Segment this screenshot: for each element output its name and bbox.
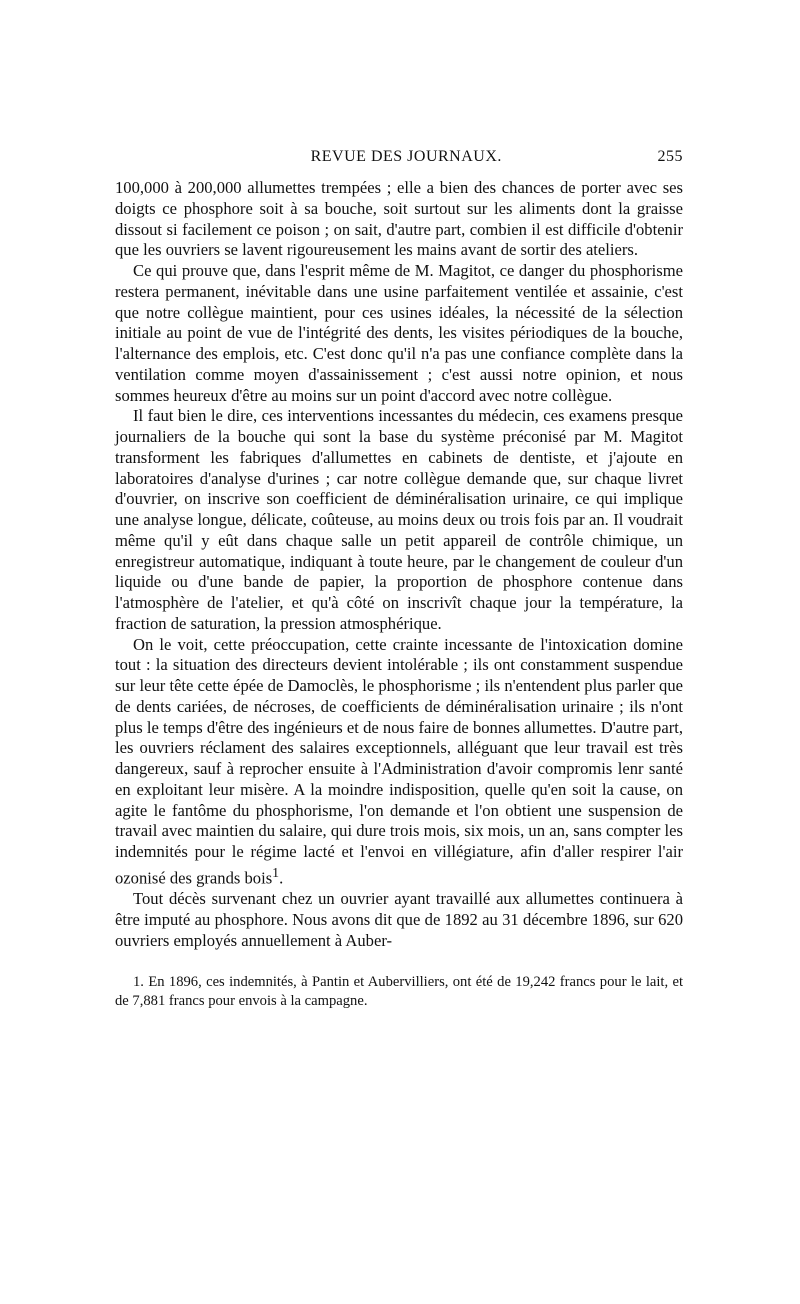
paragraph-2: Ce qui prouve que, dans l'esprit même de M. Magitot, ce danger du phosphorisme restera permanent, inévitable dans une usine parfaitement ventilée et assainie, c'est que notre collègue maintient, pour ces usines idéales, la nécessité de la sélection initiale au point de vue de l'intégrité des dents, les visites périodiques de la bouche, l'alternance des emplois, etc. C'est donc qu'il n'a pas une confiance complète dans la ventilation comme moyen d'assainissement ; c'est aussi notre opinion, et nous sommes heureux d'être au moins sur un point d'accord avec notre collègue. (115, 261, 683, 405)
running-head (115, 148, 683, 178)
page-number: 255 (657, 148, 683, 165)
paragraph-5: Tout décès survenant chez un ouvrier ayant travaillé aux allumettes continuera à être imputé au phosphore. Nous avons dit que de 1892 au 31 décembre 1896, sur 620 ouvriers employés annuellement à Auber- (115, 889, 683, 950)
footnote-number: 1. (133, 974, 144, 991)
footnote (115, 973, 683, 1011)
running-title: REVUE DES JOURNAUX. (310, 148, 502, 165)
paragraph-3: Il faut bien le dire, ces interventions incessantes du médecin, ces examens presque journaliers de la bouche qui sont la base du système préconisé par M. Magitot transforment les fabriques d'allumettes en cabinets de dentiste, et j'ajoute en laboratoires d'analyse d'urines ; car notre collègue demande que, sur chaque livret d'ouvrier, on inscrive son coefficient de déminéralisation urinaire, ce qui implique une analyse longue, délicate, coûteuse, au moins deux ou trois fois par an. Il voudrait même qu'il y eût dans chaque salle un petit appareil de contrôle chimique, un enregistreur automatique, indiquant à toute heure, par le changement de couleur d'un liquide ou d'une bande de papier, la proportion de phosphore contenue dans l'atmosphère de l'atelier, et qu'à côté on inscrivît chaque jour la température, la fraction de saturation, la pression atmosphérique. (115, 406, 683, 633)
footnote-reference: 1 (272, 864, 280, 880)
body-text (115, 178, 683, 951)
paragraph-4: On le voit, cette préoccupation, cette crainte incessante de l'intoxication domine tout : la situation des directeurs devient intolérable ; ils ont constamment suspendue sur leur tête cette épée de Damoclès, le phosphorisme ; ils n'entendent plus parler que de dents cariées, de nécroses, de coefficients de déminéralisation urinaire ; ils n'ont plus le temps d'être des ingénieurs et de nous faire de bonnes allumettes. D'autre part, les ouvriers réclament des salaires exceptionnels, alléguant que leur travail est très dangereux, sauf à reprocher ensuite à l'Administration d'avoir compromis lenr santé en exploitant leur misère. A la moindre indisposition, quelle qu'en soit la cause, on agite le fantôme du phosphorisme, l'on demande et l'on obtient une suspension de travail avec maintien du salaire, qui dure trois mois, six mois, un an, sans compter les indemnités pour le régime lacté et l'envoi en villégiature, afin d'aller respirer l'air ozonisé des grands bois$^1$. (115, 634, 683, 888)
paragraph-4-text: On le voit, cette préoccupation, cette crainte incessante de l'intoxication domine tout : la situation des directeurs devient intolérable ; ils ont constamment suspendue sur leur tête cette épée de Damoclès, le phosphorisme ; ils n'entendent plus parler que de dents cariées, de nécroses, de coefficients de déminéralisation urinaire ; ils n'ont plus le temps d'être des ingénieurs et de nous faire de bonnes allumettes. D'autre part, les ouvriers réclament des salaires exceptionnels, alléguant que leur travail est très dangereux, sauf à reprocher ensuite à l'Administration d'avoir compromis lenr santé en exploitant leur misère. A la moindre indisposition, quelle qu'en soit la cause, on agite le fantôme du phosphorisme, l'on demande et l'on obtient une suspension de travail avec maintien du salaire, qui dure trois mois, six mois, un an, sans compter les indemnités pour le régime lacté et l'envoi en villégiature, afin d'aller respirer l'air ozonisé des grands bois (115, 634, 683, 888)
document-page (115, 148, 683, 1011)
paragraph-1: 100,000 à 200,000 allumettes trempées ; elle a bien des chances de porter avec ses doigts ce phosphore soit à sa bouche, soit surtout sur les aliments dont la graisse dissout si facilement ce poison ; on sait, d'autre part, combien il est difficile d'obtenir que les ouvriers se lavent rigoureusement les mains avant de sortir des ateliers. (115, 178, 683, 260)
footnote-text: En 1896, ces indemnités, à Pantin et Aubervilliers, ont été de 19,242 francs pour le lait, et de 7,881 francs pour envois à la campagne. (115, 974, 683, 1010)
